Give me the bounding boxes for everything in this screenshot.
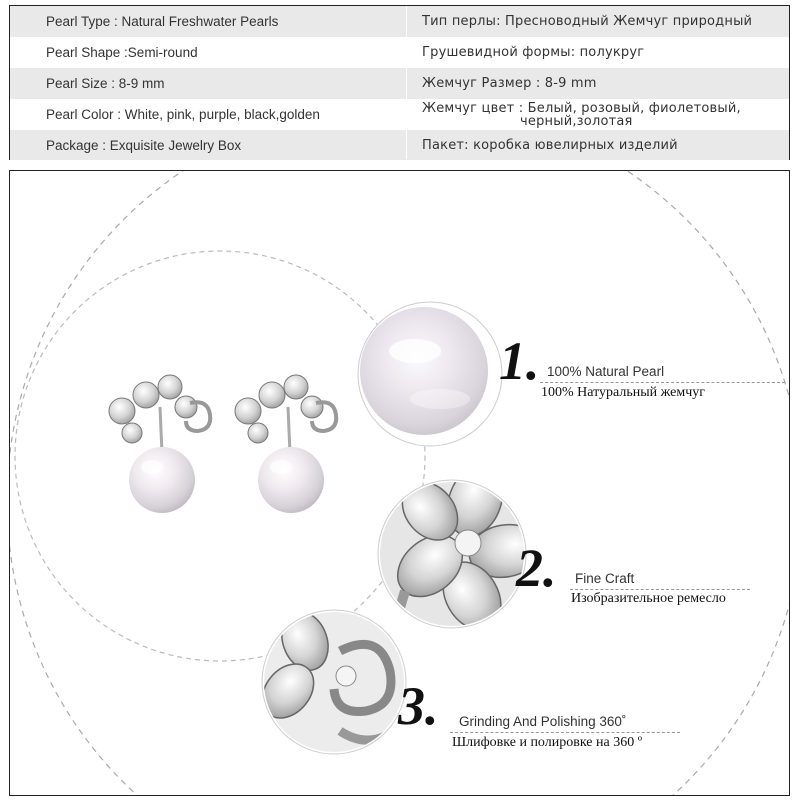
spec-column-divider — [406, 6, 407, 159]
detail-polish-circle — [252, 605, 410, 759]
feature-1-title-en: 100% Natural Pearl — [547, 364, 665, 379]
feature-1-title-ru: 100% Натуральный жемчуг — [541, 385, 706, 400]
product-panel — [9, 170, 790, 796]
feature-3-dashed-rule — [450, 732, 680, 733]
feature-2-number: 2. — [516, 538, 557, 598]
feature-1-dashed-rule — [540, 382, 785, 383]
spec-en-pearl-color: Pearl Color : White, pink, purple, black,golden — [46, 107, 320, 122]
spec-ru-pearl-shape: Грушевидной формы: полукруг — [422, 45, 645, 60]
inner-dashed-circle — [15, 251, 425, 661]
spec-row-pearl-shape — [10, 37, 789, 68]
spec-ru-pearl-color — [422, 99, 741, 130]
earring-right-illustration — [235, 375, 336, 513]
spec-ru-pearl-color-line2: черный,золотая — [520, 114, 633, 129]
spec-ru-pearl-type: Тип перлы: Пресноводный Жемчуг природный — [422, 14, 753, 29]
spec-row-pearl-color — [10, 99, 789, 130]
spec-ru-package: Пакет: коробка ювелирных изделий — [422, 138, 678, 153]
earring-left-pearl — [129, 447, 195, 513]
spec-table — [9, 5, 790, 160]
spec-en-pearl-type: Pearl Type : Natural Freshwater Pearls — [46, 14, 279, 29]
feature-3-number: 3. — [398, 676, 439, 736]
spec-en-pearl-shape: Pearl Shape :Semi-round — [46, 45, 198, 60]
spec-en-package: Package : Exquisite Jewelry Box — [46, 138, 242, 153]
detail-pearl-circle — [358, 302, 502, 446]
earring-right-pearl — [258, 447, 324, 513]
spec-row-pearl-type — [10, 6, 789, 37]
spec-row-pearl-size — [10, 68, 789, 99]
spec-row-package — [10, 130, 789, 160]
spec-ru-pearl-size: Жемчуг Размер : 8-9 mm — [422, 76, 597, 91]
feature-2-title-en: Fine Craft — [575, 571, 635, 586]
earring-left-illustration — [109, 375, 210, 513]
feature-1-number: 1. — [499, 331, 540, 391]
feature-2-title-ru: Изобразительное ремесло — [571, 591, 726, 606]
spec-ru-pearl-color-line1: Жемчуг цвет : Белый, розовый, фиолетовый, — [422, 101, 741, 116]
feature-3-title-en: Grinding And Polishing 360˚ — [459, 714, 627, 729]
feature-2-dashed-rule — [570, 589, 750, 590]
feature-3-title-ru: Шлифовке и полировке на 360 º — [452, 735, 643, 750]
spec-en-pearl-size: Pearl Size : 8-9 mm — [46, 76, 165, 91]
